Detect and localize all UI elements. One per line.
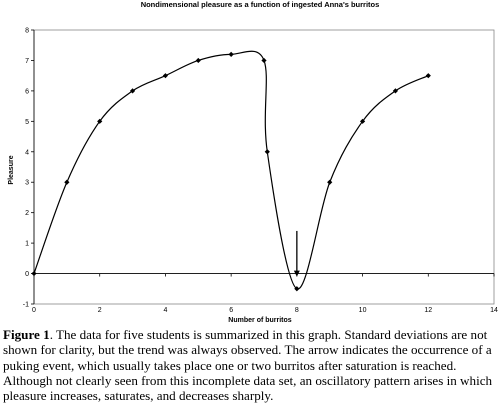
x-tick-label: 14: [490, 307, 498, 314]
data-point: [327, 180, 332, 185]
data-point: [163, 73, 168, 78]
x-tick-label: 2: [97, 307, 102, 314]
x-tick-label: 10: [358, 307, 367, 314]
y-axis-label: Pleasure: [8, 155, 15, 185]
data-point: [229, 52, 234, 57]
plot-frame: [34, 30, 494, 304]
figure-caption: [3, 327, 499, 403]
y-tick-label: 4: [25, 149, 29, 157]
y-tick-label: 7: [25, 57, 29, 65]
x-tick-label: 0: [32, 307, 36, 314]
series-line: [34, 51, 428, 289]
x-tick-label: 6: [229, 307, 234, 314]
y-tick-label: 1: [25, 240, 29, 248]
x-axis-label: Number of burritos: [228, 317, 292, 324]
y-tick-label: 0: [25, 271, 29, 279]
x-tick-label: 12: [424, 307, 433, 314]
data-point: [261, 58, 266, 63]
caption-text: . The data for five students is summarized in this graph. Standard deviations are not shown for clarity, but the trend was always observed. The arrow indicates the occurrence of a puking event, which usually takes place one or two burritos after saturation is reached. Although not clearly seen from this incomplete data set, an oscillatory pattern arises in which pleasure increases, saturates, and decreases sharply.: [3, 327, 493, 404]
x-tick-label: 8: [294, 307, 299, 314]
y-tick-label: -1: [22, 301, 29, 309]
x-tick-label: 4: [163, 307, 168, 314]
caption-label: Figure 1: [3, 327, 50, 342]
chart-title: Nondimensional pleasure as a function of ingested Anna's burritos: [140, 0, 380, 9]
y-tick-label: 8: [25, 27, 29, 35]
y-tick-label: 3: [25, 179, 29, 187]
plot-area: [23, 28, 498, 315]
y-tick-label: 5: [25, 118, 29, 126]
y-tick-label: 6: [25, 88, 29, 96]
y-tick-label: 2: [25, 210, 29, 218]
data-point: [265, 149, 270, 154]
data-point: [426, 73, 431, 78]
data-point: [31, 271, 36, 276]
data-point: [64, 180, 69, 185]
data-point: [196, 58, 201, 63]
